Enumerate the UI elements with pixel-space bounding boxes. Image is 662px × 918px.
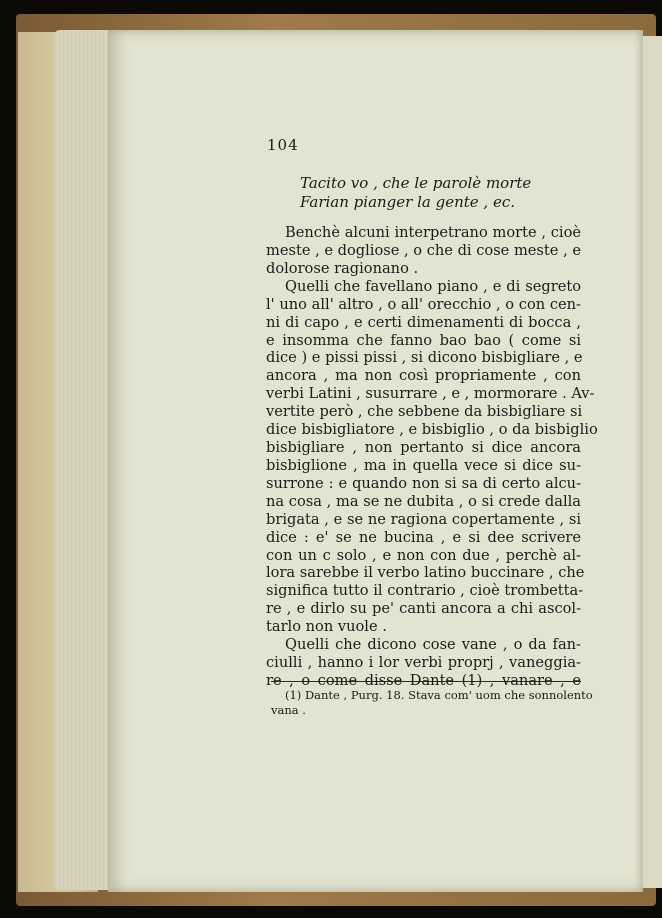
body-line: tarlo non vuole . bbox=[266, 618, 387, 636]
facing-page-edge bbox=[640, 36, 662, 888]
body-line: verbi Latini , susurrare , e , mormorare . Av- bbox=[266, 385, 595, 403]
body-line: ancora , ma non così propriamente , con bbox=[266, 367, 581, 385]
footnote-line: vana . bbox=[271, 703, 306, 717]
body-line: e insomma che fanno bao bao ( come si bbox=[266, 331, 581, 349]
verse-line: Farian pianger la gente , ec. bbox=[300, 193, 515, 211]
body-line: surrone : e quando non si sa di certo alcu- bbox=[266, 474, 581, 492]
body-line: Quelli che dicono cose vane , o da fan- bbox=[285, 636, 581, 654]
body-line: dice bisbigliatore , e bisbiglio , o da bisbiglio bbox=[266, 421, 598, 439]
body-line: ni di capo , e certi dimenamenti di bocca , bbox=[266, 313, 581, 331]
body-line: re , e dirlo su pe' canti ancora a chi ascol- bbox=[266, 600, 581, 618]
verse-line: Tacito vo , che le parolè morte bbox=[300, 174, 532, 192]
body-line: Quelli che favellano piano , e di segreto bbox=[285, 277, 581, 295]
page-number: 104 bbox=[267, 136, 299, 154]
body-line: dice ) e pissi pissi , si dicono bisbigliare , e bbox=[266, 349, 583, 367]
body-line: re , o come disse Dante (1) , vanare , e bbox=[266, 672, 581, 689]
body-line: l' uno all' altro , o all' orecchio , o con cen- bbox=[266, 295, 581, 313]
body-line: significa tutto il contrario , cioè trombetta- bbox=[266, 582, 584, 600]
body-line: con un c solo , e non con due , perchè al- bbox=[266, 546, 581, 564]
body-line: lora sarebbe il verbo latino buccinare , che bbox=[266, 564, 585, 582]
body-line: vertite però , che sebbene da bisbigliare si bbox=[266, 403, 583, 421]
body-line: ciulli , hanno i lor verbi proprj , vaneggia- bbox=[266, 654, 581, 672]
body-line: dolorose ragionano . bbox=[266, 259, 419, 277]
body-line: brigata , e se ne ragiona copertamente , si bbox=[266, 510, 581, 528]
body-line: Benchè alcuni interpetrano morte , cioè bbox=[285, 224, 581, 241]
body-line: bisbigliare , non pertanto si dice ancora bbox=[266, 439, 581, 457]
body-line: meste , e dogliose , o che di cose meste , e bbox=[266, 241, 581, 259]
body-line: dice : e' se ne bucina , e si dee scrivere bbox=[266, 528, 581, 546]
body-line: bisbiglione , ma in quella vece si dice su- bbox=[266, 456, 581, 474]
footnote-line: (1) Dante , Purg. 18. Stava com' uom che sonnolento bbox=[285, 688, 593, 702]
body-line: na cosa , ma se ne dubita , o si crede dalla bbox=[266, 492, 581, 510]
